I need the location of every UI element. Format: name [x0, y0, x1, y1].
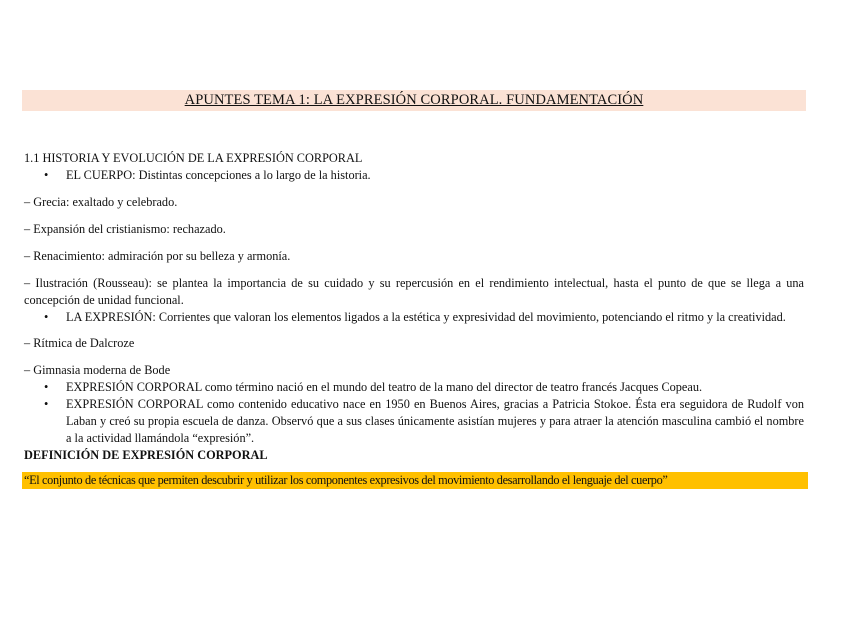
bullet-text: EXPRESIÓN CORPORAL como contenido educativo nace en 1950 en Buenos Aires, gracias a Patricia Stokoe. Ésta era seguidora de Rudolf von Laban y creó su propia escuela de danza. Observó que a sus clases únicamente asistían mujeres y para atraer la atención masculina cambió el nombre a la actividad llamándola “expresión”. — [66, 397, 804, 445]
bullet-text: LA EXPRESIÓN: Corrientes que valoran los elementos ligados a la estética y expresividad del movimiento, potenciando el ritmo y la creatividad. — [66, 310, 786, 324]
dash-item-ilustracion: – Ilustración (Rousseau): se plantea la importancia de su cuidado y su repercusión en el rendimiento intelectual, hasta el punto de que se llega a una concepción de unidad funcional. — [24, 276, 804, 307]
dash-item-grecia: – Grecia: exaltado y celebrado. — [24, 195, 178, 209]
document-body — [24, 150, 804, 489]
page-title: APUNTES TEMA 1: LA EXPRESIÓN CORPORAL. FUNDAMENTACIÓN — [184, 92, 644, 108]
bullet-item-expresion — [24, 309, 804, 326]
dash-item-dalcroze: – Rítmica de Dalcroze — [24, 336, 135, 350]
definition-heading: DEFINICIÓN DE EXPRESIÓN CORPORAL — [24, 448, 268, 462]
dash-item-bode: – Gimnasia moderna de Bode — [24, 363, 171, 377]
bullet-item-cuerpo — [24, 167, 804, 184]
dash-item-cristianismo: – Expansión del cristianismo: rechazado. — [24, 222, 226, 236]
bullet-list-2 — [24, 309, 804, 326]
bullet-item-stokoe — [24, 396, 804, 447]
section-heading: 1.1 HISTORIA Y EVOLUCIÓN DE LA EXPRESIÓN CORPORAL — [24, 151, 363, 165]
title-band — [22, 90, 806, 111]
bullet-icon: • — [44, 310, 49, 324]
bullet-icon: • — [44, 397, 49, 411]
bullet-icon: • — [44, 380, 49, 394]
definition-quote: “El conjunto de técnicas que permiten descubrir y utilizar los componentes expresivos del movimiento desarrollando el lenguaje del cuerpo” — [22, 472, 808, 489]
bullet-text: EXPRESIÓN CORPORAL como término nació en el mundo del teatro de la mano del director de teatro francés Jacques Copeau. — [66, 380, 703, 394]
dash-item-renacimiento: – Renacimiento: admiración por su belleza y armonía. — [24, 249, 291, 263]
bullet-list-3 — [24, 379, 804, 447]
bullet-list-1 — [24, 167, 804, 184]
bullet-item-copeau — [24, 379, 804, 396]
bullet-text: EL CUERPO: Distintas concepciones a lo largo de la historia. — [66, 168, 371, 182]
bullet-icon: • — [44, 168, 49, 182]
